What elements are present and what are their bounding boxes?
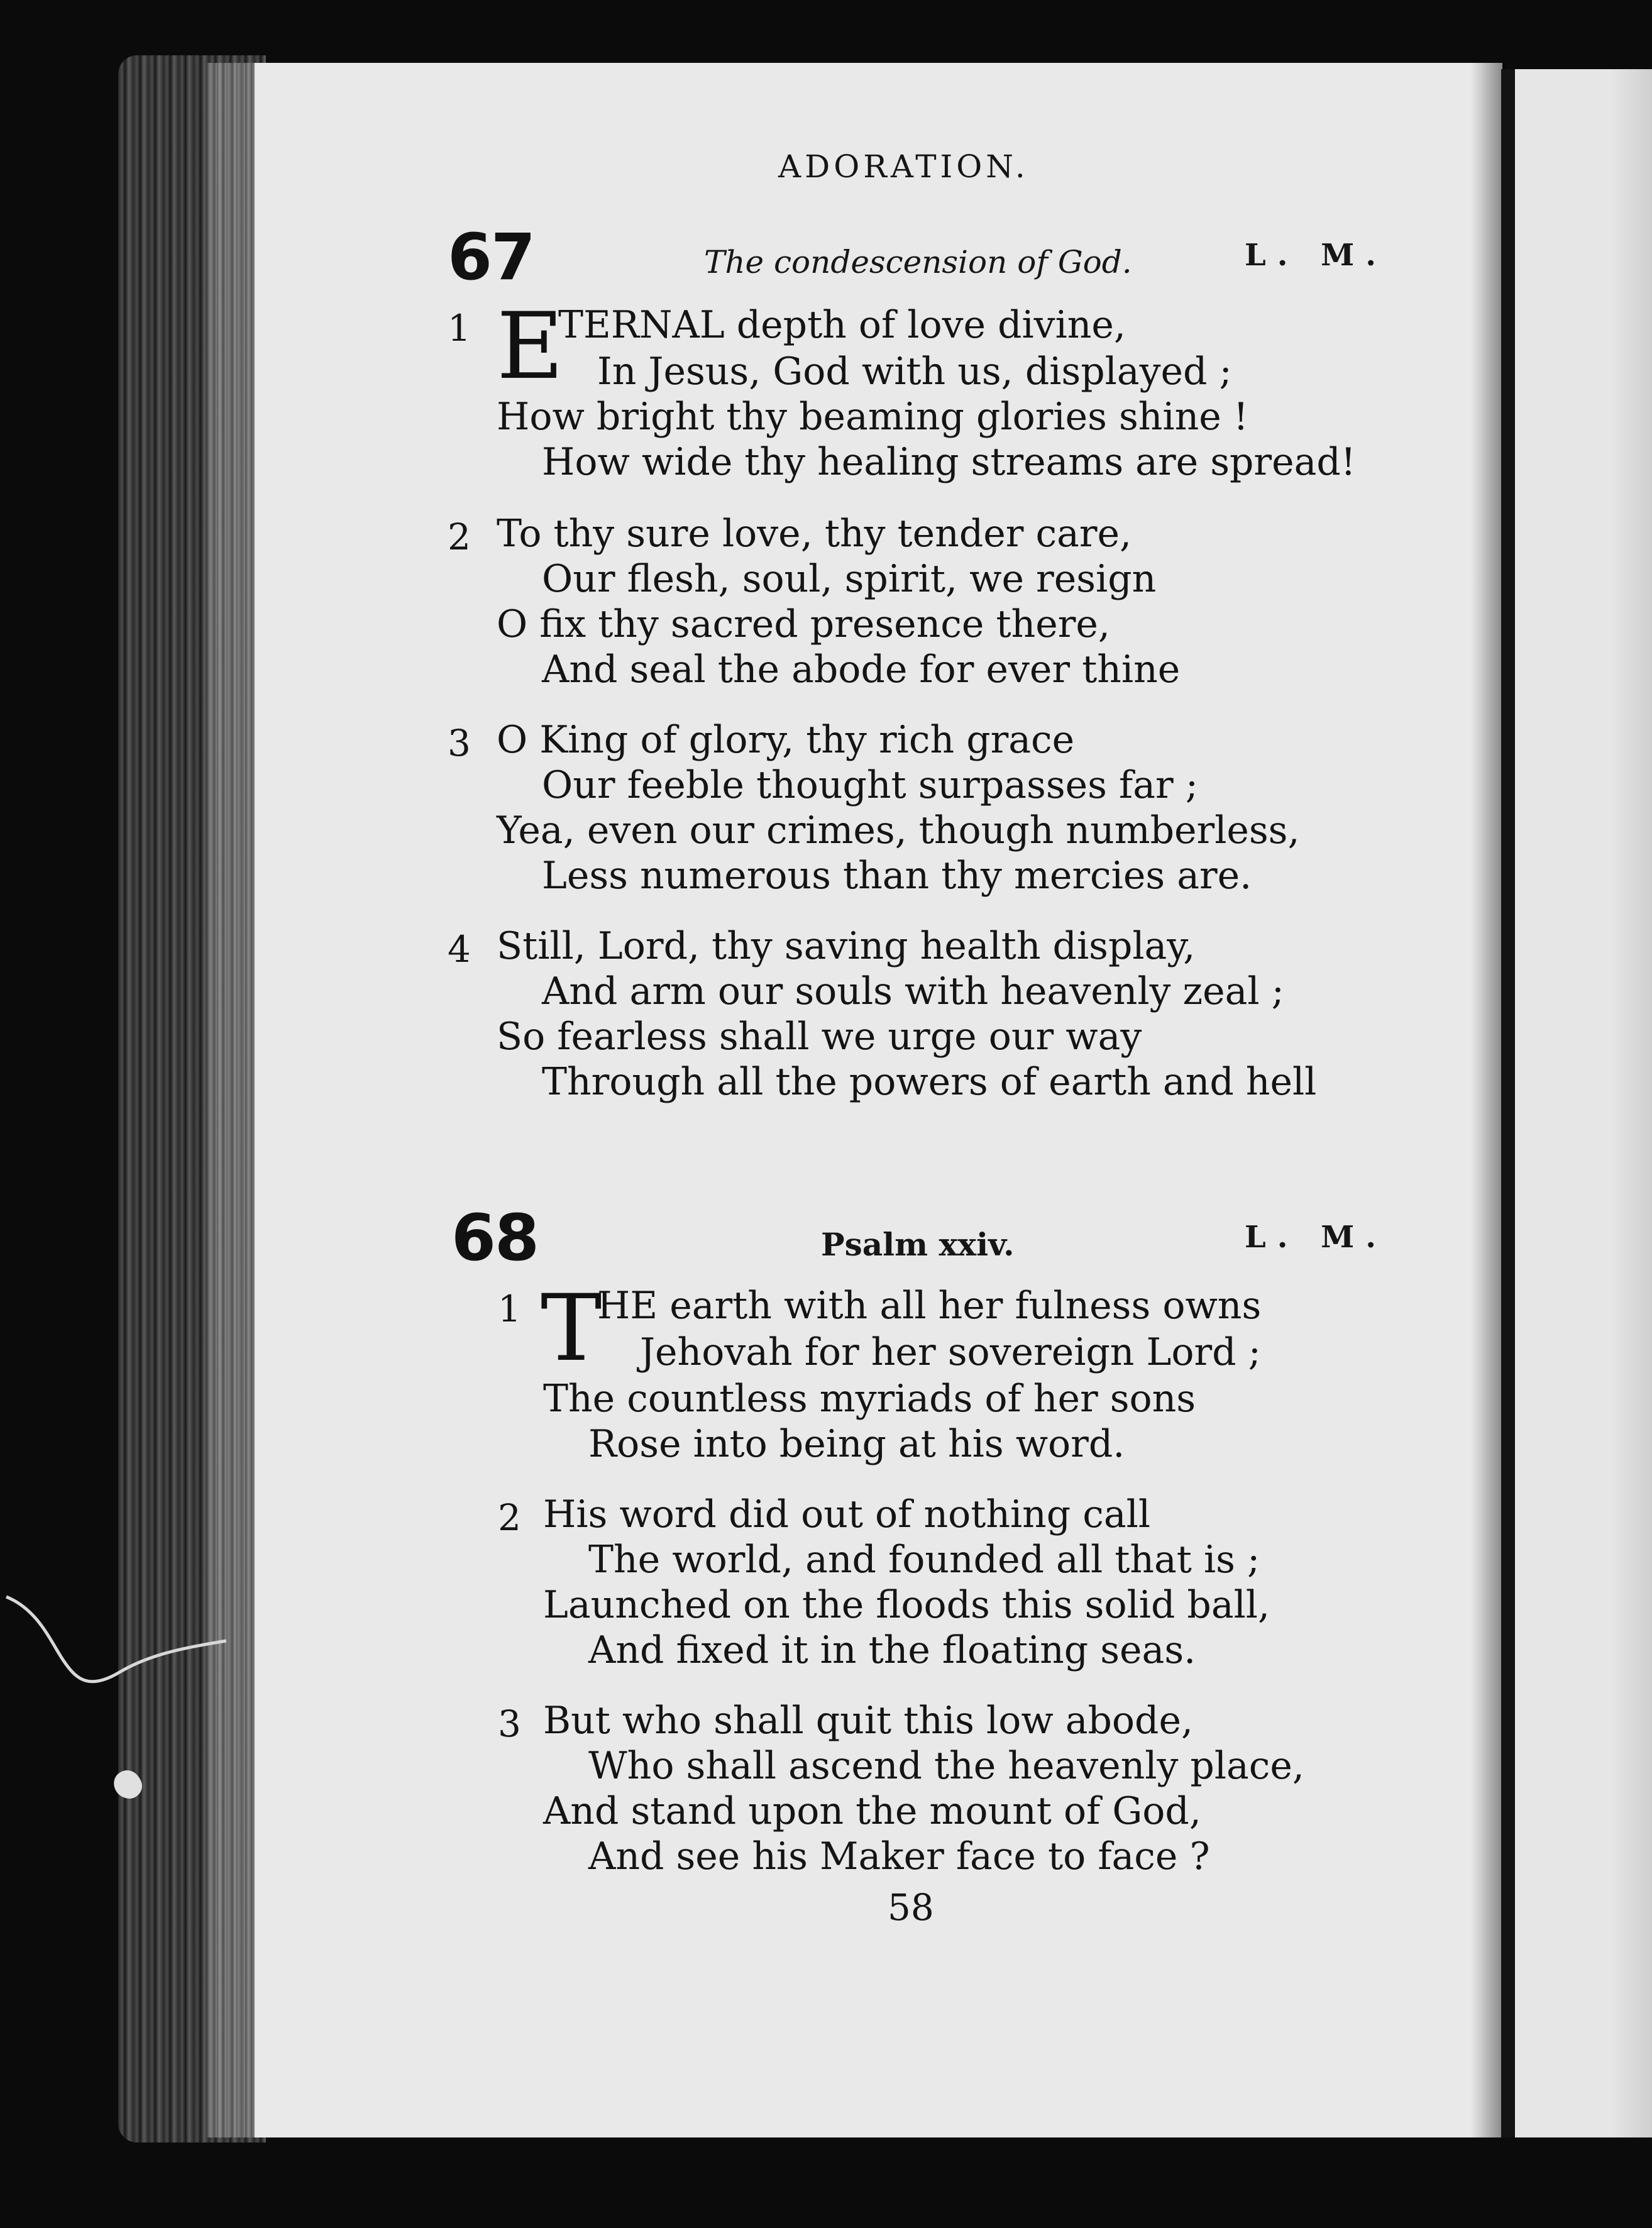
page-shadow <box>1471 63 1506 2137</box>
book-gutter <box>1501 69 1515 2137</box>
verse-line: And arm our souls with heavenly zeal ; <box>542 969 1284 1013</box>
hymn-title: The condescension of God. <box>704 244 1132 280</box>
hymn-number: 67 <box>448 220 534 295</box>
facing-page-edge <box>1609 69 1652 2137</box>
stanza-number: 4 <box>448 928 471 971</box>
running-head: ADORATION. <box>778 148 1029 185</box>
verse-line: Still, Lord, thy saving health display, <box>497 924 1196 968</box>
verse-line: TERNAL depth of love divine, <box>558 303 1126 347</box>
margin-scratch-mark <box>0 1584 239 1848</box>
verse-line: And seal the abode for ever thine <box>542 648 1181 692</box>
verse-line: O King of glory, thy rich grace <box>497 718 1075 762</box>
hymn-number: 68 <box>451 1201 538 1276</box>
verse-line: To thy sure love, thy tender care, <box>497 512 1132 556</box>
verse-line: Who shall ascend the heavenly place, <box>588 1744 1304 1788</box>
verse-line: HE earth with all her fulness owns <box>597 1284 1262 1328</box>
stanza-number: 2 <box>448 516 471 558</box>
stanza-number: 1 <box>448 307 471 350</box>
hymn-meter: L. M. <box>1245 1220 1388 1255</box>
verse-line: His word did out of nothing call <box>543 1492 1151 1536</box>
verse-line: O fix thy sacred presence there, <box>497 602 1110 646</box>
hymn-title: Psalm xxiv. <box>821 1226 1015 1263</box>
verse-line: Less numerous than thy mercies are. <box>542 854 1252 898</box>
verse-line: Our flesh, soul, spirit, we resign <box>542 557 1157 601</box>
drop-cap: E <box>497 293 564 400</box>
stanza-number: 1 <box>498 1288 521 1330</box>
verse-line: Yea, even our crimes, though numberless, <box>497 808 1300 852</box>
verse-line: The world, and founded all that is ; <box>588 1538 1260 1582</box>
verse-line: And see his Maker face to face ? <box>588 1834 1210 1878</box>
verse-line: Launched on the floods this solid ball, <box>543 1583 1270 1627</box>
verse-line: And fixed it in the floating seas. <box>588 1628 1196 1672</box>
verse-line: How wide thy healing streams are spread! <box>542 440 1356 484</box>
stanza-number: 2 <box>498 1496 521 1539</box>
verse-line: Our feeble thought surpasses far ; <box>542 763 1198 807</box>
verse-line: The countless myriads of her sons <box>543 1377 1196 1421</box>
stanza-number: 3 <box>448 722 471 764</box>
hymn-meter: L. M. <box>1245 238 1388 273</box>
verse-line: So fearless shall we urge our way <box>497 1015 1142 1059</box>
verse-line: How bright thy beaming glories shine ! <box>497 395 1248 439</box>
verse-line: Jehovah for her sovereign Lord ; <box>640 1330 1261 1374</box>
stanza-number: 3 <box>498 1702 521 1745</box>
drop-cap: T <box>541 1275 602 1382</box>
page-number: 58 <box>888 1886 934 1929</box>
verse-line: But who shall quit this low abode, <box>543 1699 1194 1743</box>
verse-line: In Jesus, God with us, displayed ; <box>597 350 1232 394</box>
verse-line: Rose into being at his word. <box>588 1422 1125 1466</box>
verse-line: Through all the powers of earth and hell <box>542 1060 1317 1104</box>
verse-line: And stand upon the mount of God, <box>543 1789 1201 1833</box>
